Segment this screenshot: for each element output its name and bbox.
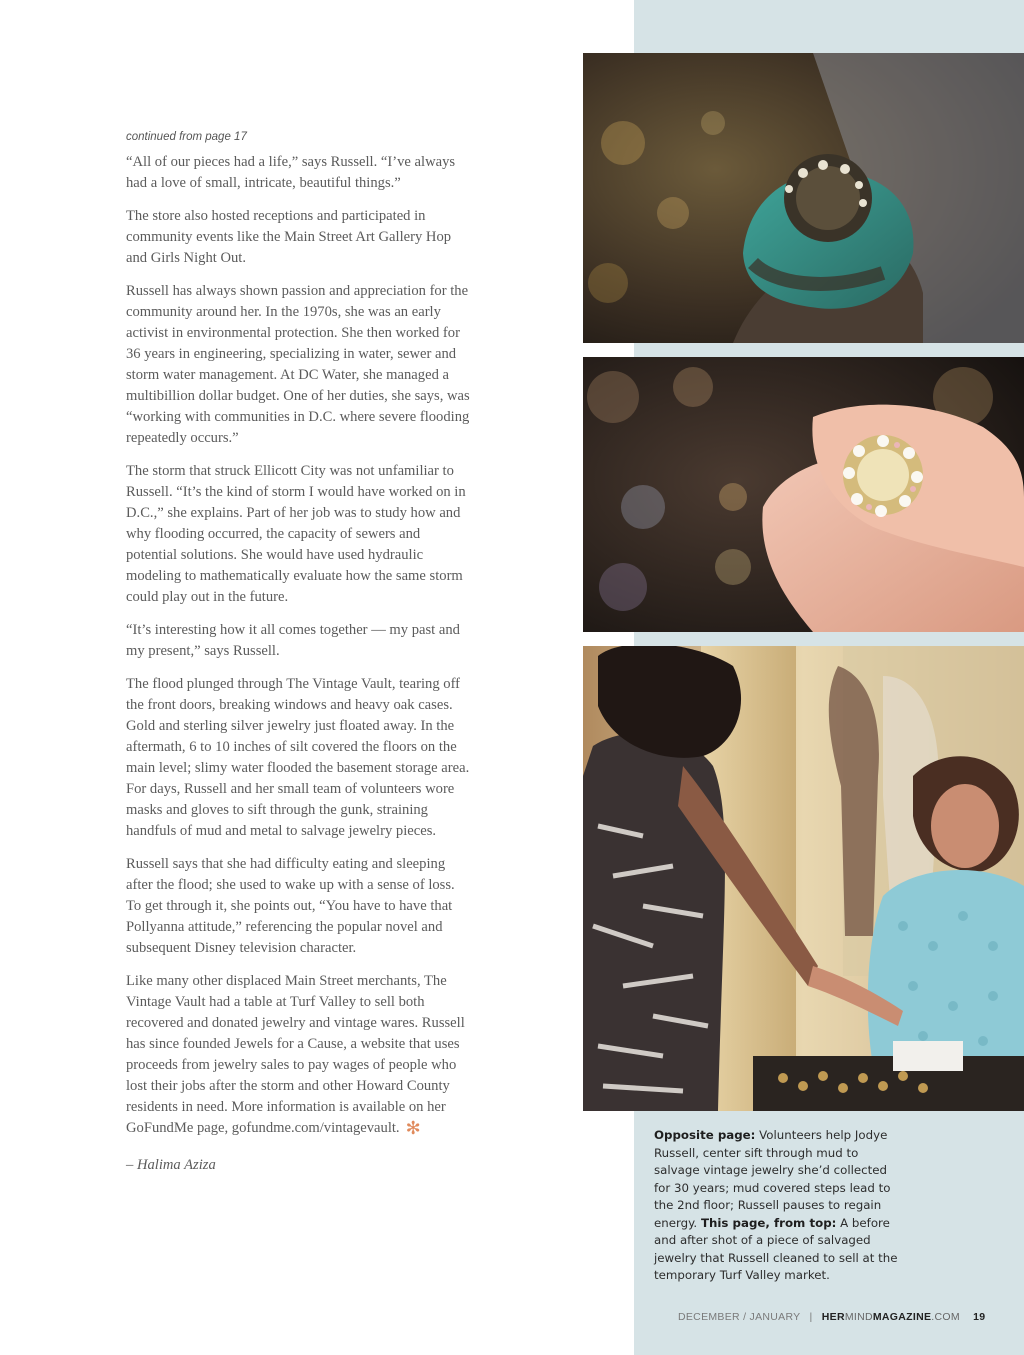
photo-turf-valley-market: [583, 646, 1024, 1111]
article-paragraph-8: [126, 971, 471, 1139]
caption-text-opposite-page: Volunteers help Jodye Russell, center sift through mud to salvage vintage jewelry she’d collected for 30 years; mud covered steps lead to the 2nd floor; Russell pauses to regain energy.: [654, 1128, 891, 1230]
footer-brand-her: HER: [821, 1311, 845, 1323]
page-number: 19: [973, 1311, 986, 1323]
article-column: [126, 131, 476, 1174]
caption-lead-this-page: This page, from top:: [700, 1215, 837, 1230]
article-paragraph-4: The storm that struck Ellicott City was not unfamiliar to Russell. “It’s the kind of storm I would have worked on in D.C.,” she explains. Part of her job was to study how and why flooding occurred, the capacity of sewers and potential solutions. She would have used hydraulic modeling to mathematically evaluate how the same storm could play out in the future.: [126, 463, 466, 605]
footer-issue: DECEMBER / JANUARY: [678, 1311, 801, 1323]
footer-brand-magazine: MAGAZINE: [872, 1311, 932, 1323]
article-paragraph-5: “It’s interesting how it all comes together — my past and my present,” says Russell.: [126, 622, 460, 659]
caption-text-this-page: A before and after shot of a piece of salvaged jewelry that Russell cleaned to sell at the temporary Turf Valley market.: [654, 1215, 898, 1282]
caption-lead-opposite-page: Opposite page:: [654, 1128, 756, 1142]
footer-separator: |: [809, 1311, 813, 1323]
article-paragraph-7: Russell says that she had difficulty eating and sleeping after the flood; she used to wake up with a sense of loss. To get through it, she points out, “You have to have that Pollyanna attitude,” referencing the popular novel and subsequent Disney television character.: [126, 856, 455, 956]
article-paragraph-6: The flood plunged through The Vintage Vault, tearing off the front doors, breaking windows and heavy oak cases. Gold and sterling silver jewelry just floated away. In the aftermath, 6 to 10 inches of silt covered the floors on the main level; slimy water flooded the basement storage area. For days, Russell and her small team of volunteers wore masks and gloves to sift through the gunk, straining handfuls of mud and metal to salvage jewelry pieces.: [126, 676, 470, 839]
footer-brand-domain: .COM: [931, 1311, 960, 1323]
article-paragraph-1: “All of our pieces had a life,” says Russell. “I’ve always had a love of small, intricate, beautiful things.”: [126, 154, 456, 191]
photo-muddy-brooch: [583, 53, 1024, 343]
article-paragraph-3: Russell has always shown passion and appreciation for the community around her. In the 1970s, she was an early activist in environmental protection. She then worked for 36 years in engineering, specializing in water, sewer and storm water management. At DC Water, she managed a multibillion dollar budget. One of her duties, she says, was “working with communities in D.C. where severe flooding repeatedly occurs.”: [126, 283, 470, 446]
end-mark-icon: ✻: [405, 1118, 421, 1138]
photo-caption: [654, 1127, 904, 1285]
photo-cleaned-brooch: [583, 357, 1024, 632]
article-paragraph-8-text: Like many other displaced Main Street merchants, The Vintage Vault had a table at Turf Valley to sell both recovered and donated jewelry and vintage wares. Russell has since founded Jewels for a Cause, a website that uses proceeds from jewelry sales to pay wages of people who lost their jobs after the storm and other Howard County residents in need. More information is available on her GoFundMe page, gofundme.com/vintagevault.: [126, 973, 465, 1136]
footer-brand-mind: MIND: [844, 1311, 873, 1323]
continued-note: continued from page 17: [126, 131, 247, 143]
byline: – Halima Aziza: [126, 1157, 216, 1173]
page-footer: [678, 1311, 985, 1323]
article-paragraph-2: The store also hosted receptions and participated in community events like the Main Street Art Gallery Hop and Girls Night Out.: [126, 208, 452, 266]
